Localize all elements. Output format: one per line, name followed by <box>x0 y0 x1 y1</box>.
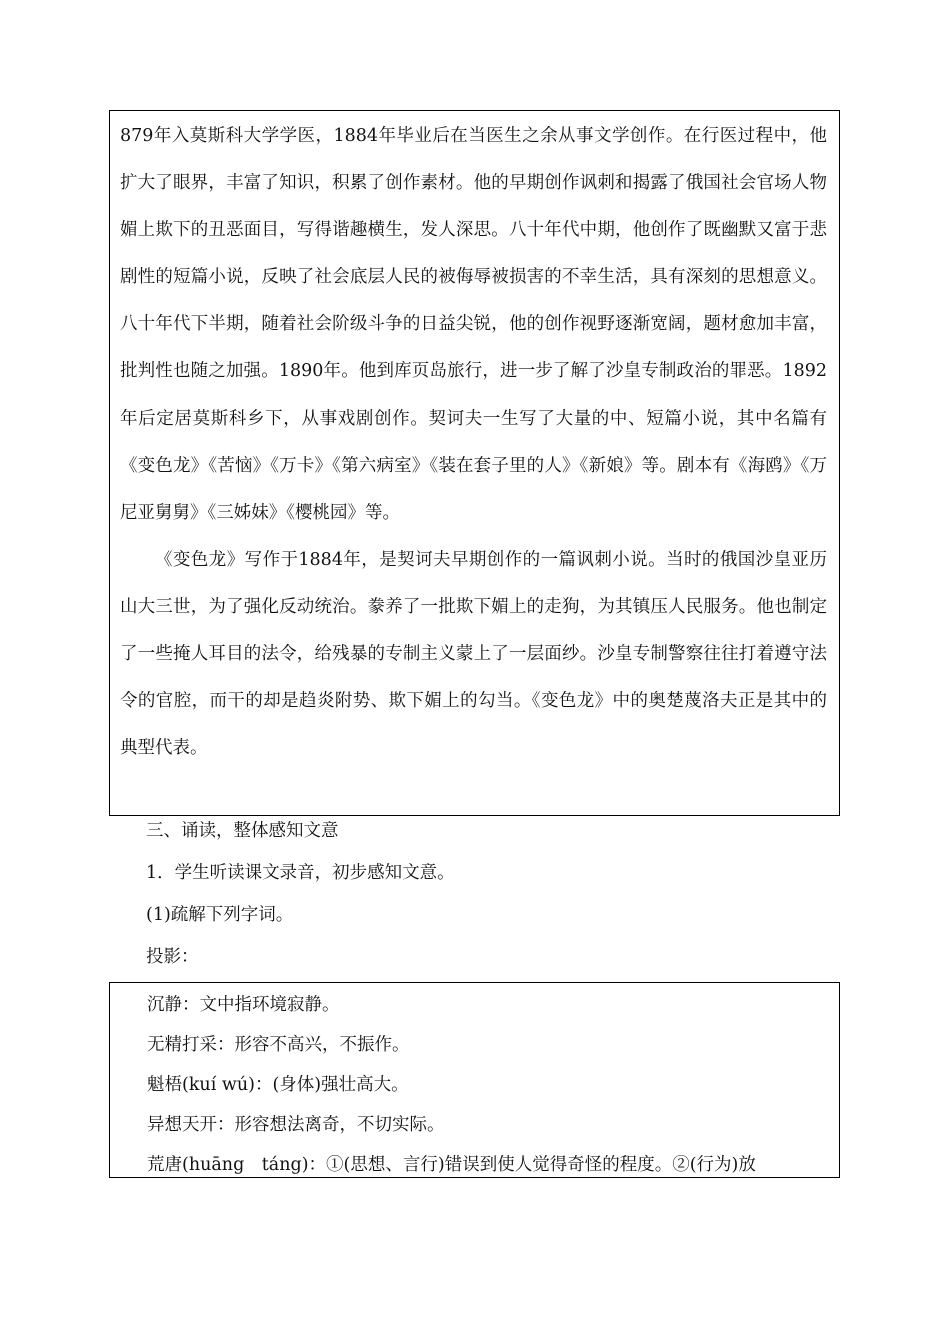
section-heading: 三、诵读，整体感知文意 <box>146 821 339 841</box>
vocab-item: 异想天开：形容想法离奇，不切实际。 <box>147 1115 445 1135</box>
work-background-paragraph: 《变色龙》写作于1884年，是契诃夫早期创作的一篇讽刺小说。当时的俄国沙皇亚历山大三世，为了强化反动统治。豢养了一批欺下媚上的走狗，为其镇压人民服务。他也制定了一些掩人耳目的法令，给残暴的专制主义蒙上了一层面纱。沙皇专制警察往往打着遵守法令的官腔，而干的却是趋炎附势、欺下媚上的勾当。《变色龙》中的奥楚蔑洛夫正是其中的典型代表。 <box>120 549 827 759</box>
step-1-sub-text: (1)疏解下列字词。 <box>146 905 294 925</box>
vocab-item: 魁梧(kuí wú)：(身体)强壮高大。 <box>147 1075 409 1095</box>
step-1-text: 1．学生听读课文录音，初步感知文意。 <box>146 863 455 883</box>
vocab-item: 沉静：文中指环境寂静。 <box>147 995 340 1015</box>
author-background-box <box>109 110 840 816</box>
projection-label: 投影： <box>146 947 199 967</box>
vocabulary-box <box>109 982 840 1178</box>
author-biography-paragraph: 879年入莫斯科大学学医，1884年毕业后在当医生之余从事文学创作。在行医过程中，他扩大了眼界，丰富了知识，积累了创作素材。他的早期创作讽刺和揭露了俄国社会官场人物媚上欺下的丑恶面目，写得谐趣横生，发人深思。八十年代中期，他创作了既幽默又富于悲剧性的短篇小说，反映了社会底层人民的被侮辱被损害的不幸生活，具有深刻的思想意义。八十年代下半期，随着社会阶级斗争的日益尖锐，他的创作视野逐渐宽阔，题材愈加丰富，批判性也随之加强。1890年。他到库页岛旅行，进一步了解了沙皇专制政治的罪恶。1892年后定居莫斯科乡下，从事戏剧创作。契诃夫一生写了大量的中、短篇小说，其中名篇有《变色龙》《苦恼》《万卡》《第六病室》《装在套子里的人》《新娘》等。剧本有《海鸥》《万尼亚舅舅》《三姊妹》《樱桃园》等。 <box>120 126 827 523</box>
vocab-item: 无精打采：形容不高兴，不振作。 <box>147 1035 410 1055</box>
vocab-item: 荒唐(huāng táng)：①(思想、言行)错误到使人觉得奇怪的程度。②(行为)放 <box>147 1155 756 1175</box>
